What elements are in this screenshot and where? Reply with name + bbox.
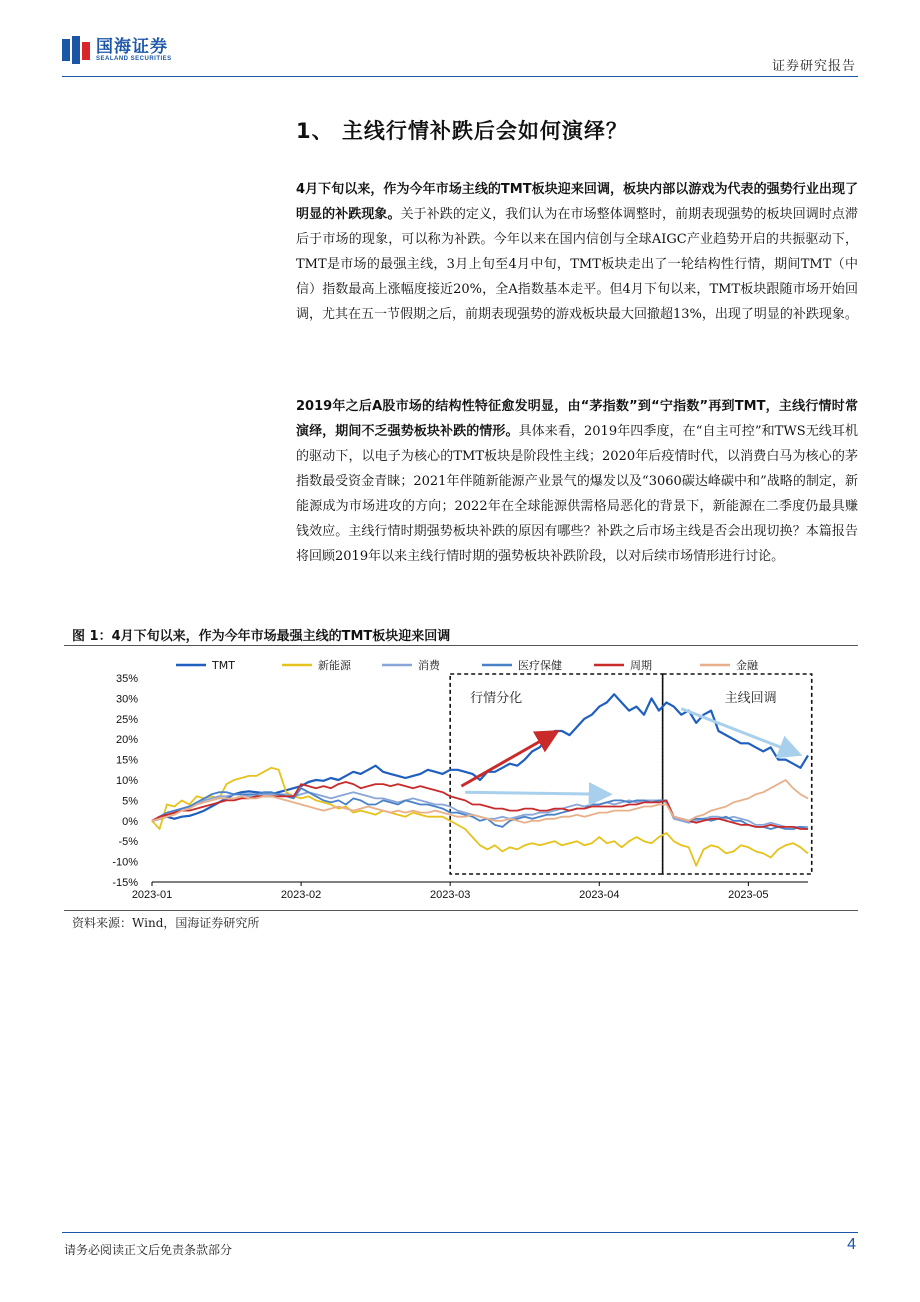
y-tick-label: 0%: [122, 815, 138, 828]
y-tick-label: -5%: [118, 836, 138, 849]
paragraph-1-lead: 4月下旬以来，作为今年市场主线的TMT板块迎来回调，板块内部以游戏为代表的强势行业出现了明显的补跌现象。: [296, 182, 858, 222]
x-tick-label: 2023-01: [131, 889, 173, 901]
line-chart: [64, 646, 860, 910]
company-logo: [62, 36, 172, 64]
x-tick-label: 2023-04: [579, 889, 620, 901]
y-tick-label: -15%: [112, 877, 138, 889]
y-tick-label: 30%: [115, 693, 138, 706]
y-tick-label: 15%: [115, 754, 138, 767]
legend-label: TMT: [212, 659, 235, 672]
paragraph-1-body: 关于补跌的定义，我们认为在市场整体调整时，前期表现强势的板块回调时点滞后于市场的现象，可以称为补跌。今年以来在国内信创与全球AIGC产业趋势开启的共振驱动下，TMT是市场的最强主线，3月上旬至4月中旬，TMT板块走出了一轮结构性行情，期间TMT（中信）指数最高上涨幅度接近20%，全A指数基本走平。但4月下旬以来，TMT板块跟随市场开始回调，尤其在五一节假期之后，前期表现强势的游戏板块最大回撤超13%，出现了明显的补跌现象。: [296, 207, 858, 322]
footer-divider: [62, 1232, 858, 1233]
section-title: 1、 主线行情补跌后会如何演绎？: [296, 119, 628, 143]
figure-caption: 图 1：4月下旬以来，作为今年市场最强主线的TMT板块迎来回调: [72, 629, 451, 644]
flat-trend-arrow-icon: [465, 792, 607, 794]
x-tick-label: 2023-05: [728, 889, 769, 901]
paragraph-2: [296, 394, 858, 569]
paragraph-2-body: 具体来看，2019年四季度，在“自主可控”和TWS无线耳机的驱动下，以电子为核心的TMT板块是阶段性主线；2020年后疫情时代，以消费白马为核心的茅指数最受资金青睐；2021年伴随新能源产业景气的爆发以及“3060碳达峰碳中和”战略的制定，新能源成为市场进攻的方向；2022年在全球能源供需格局恶化的背景下，新能源在二季度仍最具赚钱效应。主线行情时期强势板块补跌的原因有哪些？补跌之后市场主线是否会出现切换？本篇报告将回顾2019年以来主线行情时期的强势板块补跌阶段，以对后续市场情形进行讨论。: [296, 424, 858, 564]
figure-bottom-rule: [64, 910, 858, 911]
y-tick-label: -10%: [112, 856, 138, 869]
legend-label: 周期: [630, 659, 652, 672]
logo-english-name: SEALAND SECURITIES: [96, 56, 172, 62]
series-line: [152, 782, 808, 829]
legend-label: 新能源: [318, 659, 351, 672]
figure-source: 资料来源：Wind，国海证券研究所: [72, 916, 260, 930]
annotation-label: 主线回调: [724, 691, 777, 706]
uptrend-arrow-icon: [461, 733, 554, 786]
paragraph-2-lead: 2019年之后A股市场的结构性特征愈发明显，由“茅指数”到“宁指数”再到TMT，主线行情时常演绎，期间不乏强势板块补跌的情形。: [296, 399, 858, 439]
report-type-label: 证券研究报告: [771, 59, 856, 74]
legend-label: 医疗保健: [518, 659, 562, 672]
legend-label: 金融: [736, 659, 758, 672]
annotation-label: 行情分化: [470, 691, 523, 706]
legend-label: 消费: [418, 659, 440, 672]
header-divider: [62, 76, 858, 77]
series-line: [152, 694, 808, 821]
series-line: [152, 788, 808, 829]
footer-disclaimer: 请务必阅读正文后免责条款部分: [64, 1243, 233, 1257]
x-tick-label: 2023-02: [280, 889, 322, 901]
x-tick-label: 2023-03: [429, 889, 471, 901]
page-header: [0, 0, 920, 80]
y-tick-label: 20%: [115, 734, 138, 747]
logo-chinese-name: 国海证券: [96, 37, 168, 57]
y-tick-label: 25%: [115, 713, 138, 726]
downtrend-arrow-icon: [681, 709, 797, 754]
paragraph-1: [296, 177, 858, 327]
logo-mark-icon: [62, 36, 90, 64]
y-tick-label: 35%: [115, 673, 138, 685]
y-tick-label: 10%: [115, 775, 138, 787]
page-number: 4: [847, 1236, 856, 1253]
y-tick-label: 5%: [122, 795, 138, 808]
